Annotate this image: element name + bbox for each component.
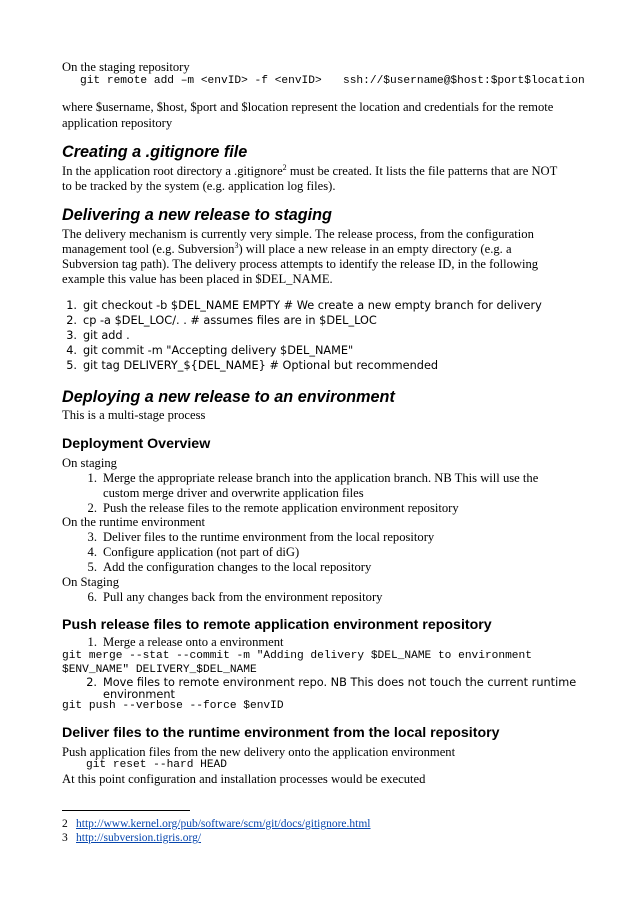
push-item: 2. Move files to remote environment repo. NB This does not touch the current runtime (86, 676, 577, 689)
delivering-line-2: management tool (e.g. Subversion$^3$) will place a new release in an empty directory (e.g. a (62, 241, 512, 256)
footnote-ref-2[interactable]: 2 (282, 163, 287, 172)
git-reset-command: git reset --hard HEAD (86, 759, 227, 771)
overview-on-runtime: On the runtime environment (62, 515, 206, 529)
deploying-intro: This is a multi-stage process (62, 408, 206, 422)
overview-item: 5. Add the configuration changes to the local repository (87, 560, 372, 574)
footnote-separator (62, 810, 190, 811)
footnote-number: 2 (62, 818, 68, 830)
delivery-step: 3. git add . (66, 329, 130, 342)
push-code-2: git push --verbose --force $envID (62, 700, 284, 712)
overview-on-staging: On staging (62, 456, 117, 470)
overview-item: 3. Deliver files to the runtime environment from the local repository (87, 530, 435, 544)
push-code-line-2: $ENV_NAME" DELIVERY_$DEL_NAME (62, 664, 257, 676)
where-line-2: application repository (62, 116, 173, 130)
heading-deploying: Deploying a new release to an environment (62, 388, 395, 406)
heading-gitignore: Creating a .gitignore file (62, 143, 248, 161)
heading-deployment-overview: Deployment Overview (62, 436, 211, 452)
overview-on-staging-2: On Staging (62, 575, 120, 589)
delivery-step: 1. git checkout -b $DEL_NAME EMPTY # We create a new empty branch for delivery (66, 299, 542, 312)
delivering-line-4: example this value has been placed in $DEL_NAME. (62, 272, 333, 286)
footnote-number: 3 (62, 832, 68, 844)
overview-item: 2. Push the release files to the remote application environment repository (87, 501, 459, 515)
delivering-line-3: Subversion tag path). The delivery process attempts to identify the release ID, in the following (62, 257, 539, 271)
overview-item: 1. Merge the appropriate release branch into the application branch. NB This will use the (87, 471, 539, 485)
staging-intro: On the staging repository (62, 60, 190, 74)
where-line-1: where $username, $host, $port and $location represent the location and credentials for the remote (62, 100, 554, 114)
overview-item: 4. Configure application (not part of diG) (87, 545, 300, 559)
heading-push-release: Push release files to remote application environment repository (62, 617, 492, 633)
delivery-step: 4. git commit -m "Accepting delivery $DEL_NAME" (66, 344, 354, 357)
push-item: 1. Merge a release onto a environment (87, 635, 284, 649)
heading-delivering: Delivering a new release to staging (62, 206, 332, 224)
push-code-line-1: git merge --stat --commit -m "Adding delivery $DEL_NAME to environment (62, 650, 532, 662)
push-item-continuation: environment (103, 688, 175, 701)
footnote-link[interactable]: http://subversion.tigris.org/ (76, 832, 202, 844)
footnote-ref-3[interactable]: 3 (234, 241, 239, 250)
gitignore-para-line-1: In the application root directory a .gitignore$^2$ must be created. It lists the file patterns that are NOT (62, 163, 558, 178)
footnote (62, 831, 201, 847)
delivery-step: 5. git tag DELIVERY_${DEL_NAME} # Optional but recommended (66, 359, 439, 372)
delivering-line-1: The delivery mechanism is currently very simple. The release process, from the configuration (62, 227, 534, 241)
deliver-files-para-2: At this point configuration and installation processes would be executed (62, 772, 426, 786)
remote-add-command: git remote add –m <envID> -f <envID> (80, 75, 322, 87)
overview-item: 6. Pull any changes back from the environment repository (87, 590, 383, 604)
deliver-files-para: Push application files from the new delivery onto the application environment (62, 745, 456, 759)
gitignore-para-line-2: to be tracked by the system (e.g. application log files). (62, 179, 336, 193)
heading-deliver-files: Deliver files to the runtime environment from the local repository (62, 725, 500, 741)
footnote-link[interactable]: http://www.kernel.org/pub/software/scm/git/docs/gitignore.html (76, 818, 371, 830)
overview-item-continuation: custom merge driver and overwrite application files (103, 486, 364, 500)
delivery-step: 2. cp -a $DEL_LOC/. . # assumes files are in $DEL_LOC (66, 314, 377, 327)
remote-add-url: ssh://$username@$host:$port$location (343, 75, 585, 87)
